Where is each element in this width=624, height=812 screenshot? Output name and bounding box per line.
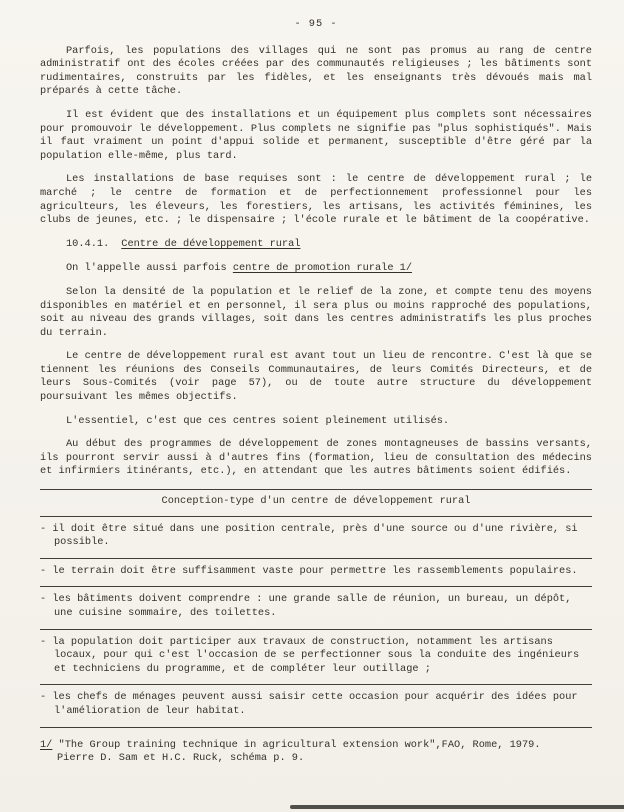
section-number: 10.4.1. — [66, 237, 110, 250]
box-title: Conception-type d'un centre de développement rural — [40, 490, 592, 517]
footnote-line-2: Pierre D. Sam et H.C. Ruck, schéma p. 9. — [57, 752, 305, 765]
page-number: - 95 - — [294, 18, 338, 30]
footnote-line-1 — [40, 739, 592, 753]
paragraph-2: Il est évident que des installations et un équipement plus complets sont nécessaires pour promouvoir le développement. Plus complets ne signifie pas "plus sophistiqués". Mais il faut vraiment un point d'appui solide et permanent, susceptible d'être géré par la population elle-même, plus tard. — [40, 108, 592, 162]
scan-artifact-bottom-edge — [290, 805, 624, 809]
section-heading — [66, 238, 592, 252]
paragraph-5: Le centre de développement rural est avant tout un lieu de rencontre. C'est là que se tiennent les réunions des Conseils Communautaires, de leurs Comités Directeurs, et de leurs Sous-Comités (voir page 57), ou de toute autre structure du développement poursuivant les mêmes objectifs. — [40, 350, 592, 404]
box-item-4: - la population doit participer aux travaux de construction, notamment les artisans locaux, pour qui c'est l'occasion de se perfectionner sous la conduite des ingénieurs et techniciens du programme, et de compléter leur outillage ; — [40, 630, 592, 686]
paragraph-4: Selon la densité de la population et le relief de la zone, et compte tenu des moyens disponibles en matériel et en personnel, il sera plus ou moins rapproché des populations, soit au niveau des grands villages, soit dans les centres administratifs les plus proches du terrain. — [40, 285, 592, 339]
section-title: Centre de développement rural — [121, 237, 301, 250]
conception-type-box — [40, 489, 592, 728]
box-item-3: - les bâtiments doivent comprendre : une grande salle de réunion, un bureau, un dépôt, une cuisine sommaire, des toilettes. — [40, 587, 592, 629]
box-item-2: - le terrain doit être suffisamment vaste pour permettre les rassemblements populaires. — [40, 559, 592, 588]
footnote-ref: 1/ — [40, 738, 53, 751]
paragraph-6: L'essentiel, c'est que ces centres soient pleinement utilisés. — [66, 414, 450, 427]
alias-underlined-term: centre de promotion rurale 1/ — [232, 262, 413, 275]
box-item-1: - il doit être situé dans une position centrale, près d'une source ou d'une rivière, si possible. — [40, 517, 592, 559]
paragraph-1: Parfois, les populations des villages qui ne sont pas promus au rang de centre administratif ont des écoles créées par des communautés religieuses ; les bâtiments sont rudimentaires, construits par les fidèles, et les enseignants très dévoués mais mal préparés à cette tâche. — [40, 44, 592, 98]
footnote-text: "The Group training technique in agricultural extension work",FAO, Rome, 1979. — [58, 738, 541, 751]
box-item-5: - les chefs de ménages peuvent aussi saisir cette occasion pour acquérir des idées pour l'amélioration de leur habitat. — [40, 685, 592, 727]
paragraph-7: Au début des programmes de développement de zones montagneuses de bassins versants, ils pourront servir aussi à d'autres fins (formation, lieu de consultation des médecins et infirmiers itinérants, etc.), en attendant que les autres bâtiments soient édifiés. — [40, 438, 592, 478]
footnote — [40, 739, 592, 766]
paragraph-3: Les installations de base requises sont : le centre de développement rural ; le marché ; le centre de formation et de perfectionnement professionnel pour les agriculteurs, les éleveurs, les forestiers, les artisans, les activités féminines, les clubs de jeunes, etc. ; le dispensaire ; l'école rurale et le bâtiment de la coopérative. — [40, 173, 592, 227]
alias-prefix: On l'appelle aussi parfois — [66, 262, 233, 275]
alias-line — [40, 262, 592, 276]
